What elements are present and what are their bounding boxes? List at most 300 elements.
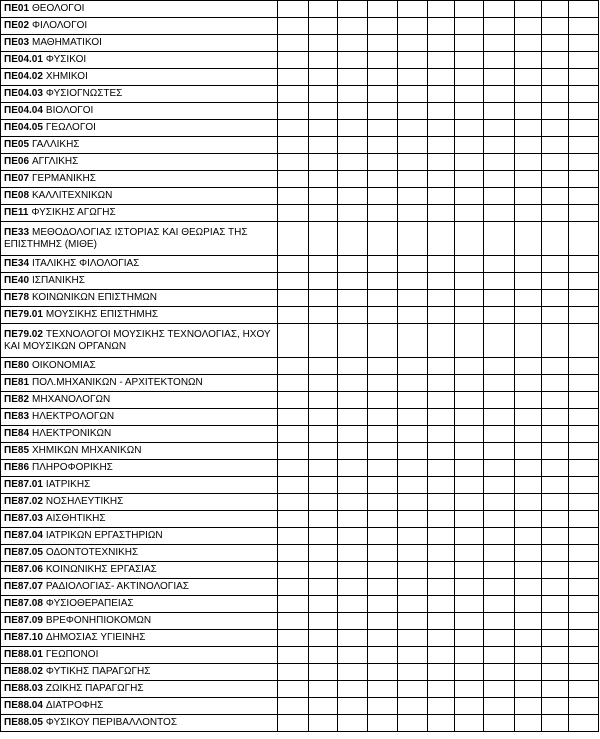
specialty-name: ΓΕΩΛΟΓΟΙ — [45, 122, 96, 133]
table-row — [1, 596, 599, 613]
specialty-cell — [1, 375, 278, 392]
empty-cell — [308, 324, 337, 358]
empty-cell — [514, 494, 541, 511]
empty-cell — [308, 579, 337, 596]
empty-cell — [308, 681, 337, 698]
empty-cell — [542, 86, 569, 103]
empty-cell — [484, 477, 514, 494]
empty-cell — [542, 1, 569, 18]
empty-cell — [398, 307, 427, 324]
specialty-cell — [1, 562, 278, 579]
empty-cell — [542, 120, 569, 137]
empty-cell — [484, 511, 514, 528]
empty-cell — [308, 256, 337, 273]
empty-cell — [514, 154, 541, 171]
empty-cell — [367, 137, 397, 154]
empty-cell — [308, 1, 337, 18]
specialty-code: ΠΕ11 — [4, 207, 29, 218]
empty-cell — [278, 460, 308, 477]
empty-cell — [398, 545, 427, 562]
empty-cell — [427, 188, 454, 205]
empty-cell — [398, 528, 427, 545]
empty-cell — [427, 562, 454, 579]
empty-cell — [398, 69, 427, 86]
empty-cell — [569, 324, 599, 358]
empty-cell — [514, 358, 541, 375]
empty-cell — [427, 647, 454, 664]
empty-cell — [338, 205, 367, 222]
empty-cell — [454, 715, 483, 732]
empty-cell — [454, 52, 483, 69]
empty-cell — [398, 494, 427, 511]
empty-cell — [427, 69, 454, 86]
empty-cell — [308, 18, 337, 35]
empty-cell — [542, 409, 569, 426]
empty-cell — [278, 392, 308, 409]
empty-cell — [338, 528, 367, 545]
empty-cell — [454, 562, 483, 579]
empty-cell — [367, 460, 397, 477]
empty-cell — [569, 698, 599, 715]
empty-cell — [308, 35, 337, 52]
empty-cell — [278, 494, 308, 511]
empty-cell — [427, 273, 454, 290]
empty-cell — [542, 443, 569, 460]
empty-cell — [542, 375, 569, 392]
empty-cell — [427, 664, 454, 681]
empty-cell — [338, 443, 367, 460]
empty-cell — [427, 324, 454, 358]
table-row — [1, 103, 599, 120]
empty-cell — [569, 579, 599, 596]
empty-cell — [514, 613, 541, 630]
empty-cell — [278, 477, 308, 494]
empty-cell — [542, 171, 569, 188]
specialty-name: ΠΟΛ.ΜΗΧΑΝΙΚΩΝ - ΑΡΧΙΤΕΚΤΟΝΩΝ — [32, 377, 203, 388]
empty-cell — [427, 545, 454, 562]
empty-cell — [338, 307, 367, 324]
empty-cell — [278, 205, 308, 222]
empty-cell — [308, 69, 337, 86]
empty-cell — [569, 120, 599, 137]
empty-cell — [454, 69, 483, 86]
specialty-code: ΠΕ84 — [4, 428, 30, 439]
table-row — [1, 630, 599, 647]
specialty-cell — [1, 409, 278, 426]
table-row — [1, 460, 599, 477]
empty-cell — [514, 477, 541, 494]
empty-cell — [338, 715, 367, 732]
specialty-code: ΠΕ79.02 — [4, 328, 43, 340]
specialty-code: ΠΕ40 — [4, 275, 30, 286]
specialty-name: ΓΕΩΠΟΝΟΙ — [45, 649, 99, 660]
empty-cell — [454, 681, 483, 698]
empty-cell — [454, 35, 483, 52]
empty-cell — [569, 664, 599, 681]
empty-cell — [338, 409, 367, 426]
empty-cell — [367, 324, 397, 358]
specialty-code: ΠΕ04.02 — [4, 71, 43, 82]
empty-cell — [308, 205, 337, 222]
specialty-cell — [1, 307, 278, 324]
empty-cell — [338, 69, 367, 86]
empty-cell — [454, 647, 483, 664]
empty-cell — [569, 273, 599, 290]
specialty-code: ΠΕ82 — [4, 394, 30, 405]
table-row — [1, 205, 599, 222]
specialty-cell — [1, 35, 278, 52]
specialty-name: ΒΙΟΛΟΓΟΙ — [45, 105, 94, 116]
empty-cell — [514, 409, 541, 426]
empty-cell — [569, 443, 599, 460]
specialty-code: ΠΕ88.04 — [4, 700, 43, 711]
empty-cell — [398, 579, 427, 596]
empty-cell — [278, 222, 308, 256]
empty-cell — [338, 256, 367, 273]
specialty-cell — [1, 630, 278, 647]
table-row — [1, 256, 599, 273]
empty-cell — [367, 52, 397, 69]
empty-cell — [484, 545, 514, 562]
empty-cell — [308, 630, 337, 647]
empty-cell — [454, 324, 483, 358]
empty-cell — [454, 1, 483, 18]
empty-cell — [398, 460, 427, 477]
empty-cell — [569, 426, 599, 443]
empty-cell — [542, 698, 569, 715]
table-row — [1, 443, 599, 460]
table-row — [1, 18, 599, 35]
empty-cell — [308, 477, 337, 494]
specialty-cell — [1, 222, 278, 256]
empty-cell — [338, 647, 367, 664]
table-row — [1, 188, 599, 205]
empty-cell — [569, 188, 599, 205]
specialty-cell — [1, 1, 278, 18]
specialty-code: ΠΕ87.05 — [4, 547, 43, 558]
empty-cell — [484, 664, 514, 681]
empty-cell — [454, 664, 483, 681]
empty-cell — [427, 426, 454, 443]
empty-cell — [398, 647, 427, 664]
empty-cell — [398, 1, 427, 18]
empty-cell — [278, 409, 308, 426]
empty-cell — [338, 290, 367, 307]
empty-cell — [338, 222, 367, 256]
empty-cell — [484, 698, 514, 715]
empty-cell — [427, 86, 454, 103]
empty-cell — [484, 273, 514, 290]
table-row — [1, 681, 599, 698]
empty-cell — [367, 205, 397, 222]
empty-cell — [542, 307, 569, 324]
empty-cell — [308, 120, 337, 137]
table-row — [1, 375, 599, 392]
specialty-name: ΓΑΛΛΙΚΗΣ — [32, 139, 80, 150]
empty-cell — [398, 52, 427, 69]
specialty-cell — [1, 698, 278, 715]
table-row — [1, 613, 599, 630]
empty-cell — [278, 630, 308, 647]
table-row — [1, 477, 599, 494]
empty-cell — [367, 69, 397, 86]
specialty-cell — [1, 596, 278, 613]
specialty-name: ΒΡΕΦΟΝΗΠΙΟΚΟΜΩΝ — [45, 615, 152, 626]
empty-cell — [514, 52, 541, 69]
empty-cell — [278, 307, 308, 324]
empty-cell — [398, 120, 427, 137]
empty-cell — [338, 596, 367, 613]
empty-cell — [427, 375, 454, 392]
empty-cell — [454, 171, 483, 188]
empty-cell — [398, 698, 427, 715]
empty-cell — [514, 256, 541, 273]
empty-cell — [454, 307, 483, 324]
empty-cell — [542, 358, 569, 375]
empty-cell — [484, 154, 514, 171]
specialty-code: ΠΕ87.10 — [4, 632, 43, 643]
empty-cell — [398, 171, 427, 188]
empty-cell — [398, 511, 427, 528]
empty-cell — [514, 273, 541, 290]
empty-cell — [398, 222, 427, 256]
empty-cell — [514, 324, 541, 358]
empty-cell — [569, 596, 599, 613]
empty-cell — [484, 596, 514, 613]
empty-cell — [454, 86, 483, 103]
empty-cell — [484, 290, 514, 307]
empty-cell — [427, 511, 454, 528]
empty-cell — [542, 477, 569, 494]
empty-cell — [398, 290, 427, 307]
empty-cell — [278, 1, 308, 18]
empty-cell — [398, 477, 427, 494]
empty-cell — [278, 35, 308, 52]
specialty-name: ΚΟΙΝΩΝΙΚΩΝ ΕΠΙΣΤΗΜΩΝ — [32, 292, 157, 303]
empty-cell — [367, 698, 397, 715]
empty-cell — [484, 613, 514, 630]
empty-cell — [308, 290, 337, 307]
empty-cell — [454, 18, 483, 35]
empty-cell — [542, 273, 569, 290]
empty-cell — [427, 596, 454, 613]
table-row — [1, 171, 599, 188]
empty-cell — [427, 358, 454, 375]
specialty-code: ΠΕ80 — [4, 360, 30, 371]
specialty-cell — [1, 613, 278, 630]
specialty-name: ΜΗΧΑΝΟΛΟΓΩΝ — [32, 394, 111, 405]
empty-cell — [484, 103, 514, 120]
empty-cell — [454, 222, 483, 256]
empty-cell — [338, 171, 367, 188]
empty-cell — [338, 375, 367, 392]
empty-cell — [514, 545, 541, 562]
empty-cell — [427, 120, 454, 137]
empty-cell — [427, 579, 454, 596]
empty-cell — [484, 137, 514, 154]
empty-cell — [569, 52, 599, 69]
empty-cell — [514, 137, 541, 154]
empty-cell — [484, 426, 514, 443]
empty-cell — [514, 205, 541, 222]
empty-cell — [338, 460, 367, 477]
specialty-name: ΙΑΤΡΙΚΗΣ — [45, 479, 91, 490]
specialty-code: ΠΕ08 — [4, 190, 30, 201]
empty-cell — [427, 477, 454, 494]
specialty-code: ΠΕ04.03 — [4, 88, 43, 99]
empty-cell — [278, 86, 308, 103]
empty-cell — [367, 273, 397, 290]
empty-cell — [542, 613, 569, 630]
empty-cell — [454, 375, 483, 392]
specialty-code: ΠΕ04.01 — [4, 54, 43, 65]
specialty-code: ΠΕ88.01 — [4, 649, 43, 660]
table-row — [1, 307, 599, 324]
empty-cell — [542, 579, 569, 596]
empty-cell — [308, 86, 337, 103]
specialty-cell — [1, 664, 278, 681]
empty-cell — [542, 511, 569, 528]
empty-cell — [569, 528, 599, 545]
table-row — [1, 69, 599, 86]
empty-cell — [542, 222, 569, 256]
empty-cell — [338, 154, 367, 171]
specialty-cell — [1, 324, 278, 358]
empty-cell — [367, 613, 397, 630]
empty-cell — [338, 392, 367, 409]
empty-cell — [338, 630, 367, 647]
specialty-cell — [1, 103, 278, 120]
table-row — [1, 222, 599, 256]
empty-cell — [367, 562, 397, 579]
empty-cell — [569, 681, 599, 698]
specialty-cell — [1, 273, 278, 290]
empty-cell — [484, 86, 514, 103]
empty-cell — [514, 222, 541, 256]
empty-cell — [338, 1, 367, 18]
empty-cell — [484, 715, 514, 732]
specialty-name: ΦΥΣΙΚΗΣ ΑΓΩΓΗΣ — [31, 207, 116, 218]
empty-cell — [367, 426, 397, 443]
empty-cell — [427, 698, 454, 715]
empty-cell — [367, 579, 397, 596]
empty-cell — [514, 120, 541, 137]
empty-cell — [367, 528, 397, 545]
empty-cell — [398, 137, 427, 154]
table-row — [1, 392, 599, 409]
table-row — [1, 528, 599, 545]
specialty-code: ΠΕ85 — [4, 445, 30, 456]
empty-cell — [427, 630, 454, 647]
empty-cell — [308, 375, 337, 392]
empty-cell — [427, 460, 454, 477]
empty-cell — [569, 562, 599, 579]
empty-cell — [427, 103, 454, 120]
empty-cell — [278, 443, 308, 460]
specialty-code: ΠΕ34 — [4, 258, 30, 269]
specialty-cell — [1, 137, 278, 154]
empty-cell — [514, 647, 541, 664]
specialty-code: ΠΕ04.05 — [4, 122, 43, 133]
table-row — [1, 52, 599, 69]
empty-cell — [427, 154, 454, 171]
empty-cell — [338, 426, 367, 443]
specialty-name: ΦΥΣΙΟΓΝΩΣΤΕΣ — [45, 88, 123, 99]
empty-cell — [308, 137, 337, 154]
empty-cell — [514, 596, 541, 613]
empty-cell — [367, 494, 397, 511]
specialty-name: ΘΕΟΛΟΓΟΙ — [32, 3, 85, 14]
empty-cell — [454, 545, 483, 562]
empty-cell — [367, 477, 397, 494]
empty-cell — [514, 715, 541, 732]
empty-cell — [398, 375, 427, 392]
empty-cell — [308, 426, 337, 443]
empty-cell — [454, 137, 483, 154]
specialty-code: ΠΕ04.04 — [4, 105, 43, 116]
empty-cell — [398, 715, 427, 732]
empty-cell — [514, 579, 541, 596]
empty-cell — [514, 528, 541, 545]
empty-cell — [542, 647, 569, 664]
specialty-name: ΝΟΣΗΛΕΥΤΙΚΗΣ — [45, 496, 124, 507]
empty-cell — [338, 562, 367, 579]
empty-cell — [278, 273, 308, 290]
empty-cell — [308, 613, 337, 630]
empty-cell — [278, 647, 308, 664]
empty-cell — [542, 35, 569, 52]
empty-cell — [308, 307, 337, 324]
empty-cell — [367, 511, 397, 528]
table-row — [1, 120, 599, 137]
empty-cell — [338, 613, 367, 630]
specialty-name: ΟΔΟΝΤΟΤΕΧΝΙΚΗΣ — [45, 547, 139, 558]
empty-cell — [542, 715, 569, 732]
empty-cell — [367, 307, 397, 324]
specialty-cell — [1, 443, 278, 460]
specialty-cell — [1, 426, 278, 443]
specialty-name: ΠΛΗΡΟΦΟΡΙΚΗΣ — [32, 462, 113, 473]
empty-cell — [454, 596, 483, 613]
empty-cell — [484, 562, 514, 579]
empty-cell — [398, 392, 427, 409]
empty-cell — [367, 596, 397, 613]
empty-cell — [569, 69, 599, 86]
empty-cell — [484, 1, 514, 18]
empty-cell — [484, 392, 514, 409]
empty-cell — [367, 443, 397, 460]
empty-cell — [454, 188, 483, 205]
empty-cell — [484, 460, 514, 477]
empty-cell — [308, 664, 337, 681]
empty-cell — [514, 86, 541, 103]
empty-cell — [308, 222, 337, 256]
empty-cell — [398, 596, 427, 613]
empty-cell — [454, 579, 483, 596]
empty-cell — [398, 324, 427, 358]
empty-cell — [338, 188, 367, 205]
empty-cell — [338, 664, 367, 681]
empty-cell — [278, 358, 308, 375]
empty-cell — [542, 528, 569, 545]
specialty-cell — [1, 681, 278, 698]
empty-cell — [367, 375, 397, 392]
empty-cell — [367, 256, 397, 273]
specialty-name: ΗΛΕΚΤΡΟΝΙΚΩΝ — [32, 428, 112, 439]
empty-cell — [398, 426, 427, 443]
empty-cell — [514, 698, 541, 715]
empty-cell — [542, 460, 569, 477]
